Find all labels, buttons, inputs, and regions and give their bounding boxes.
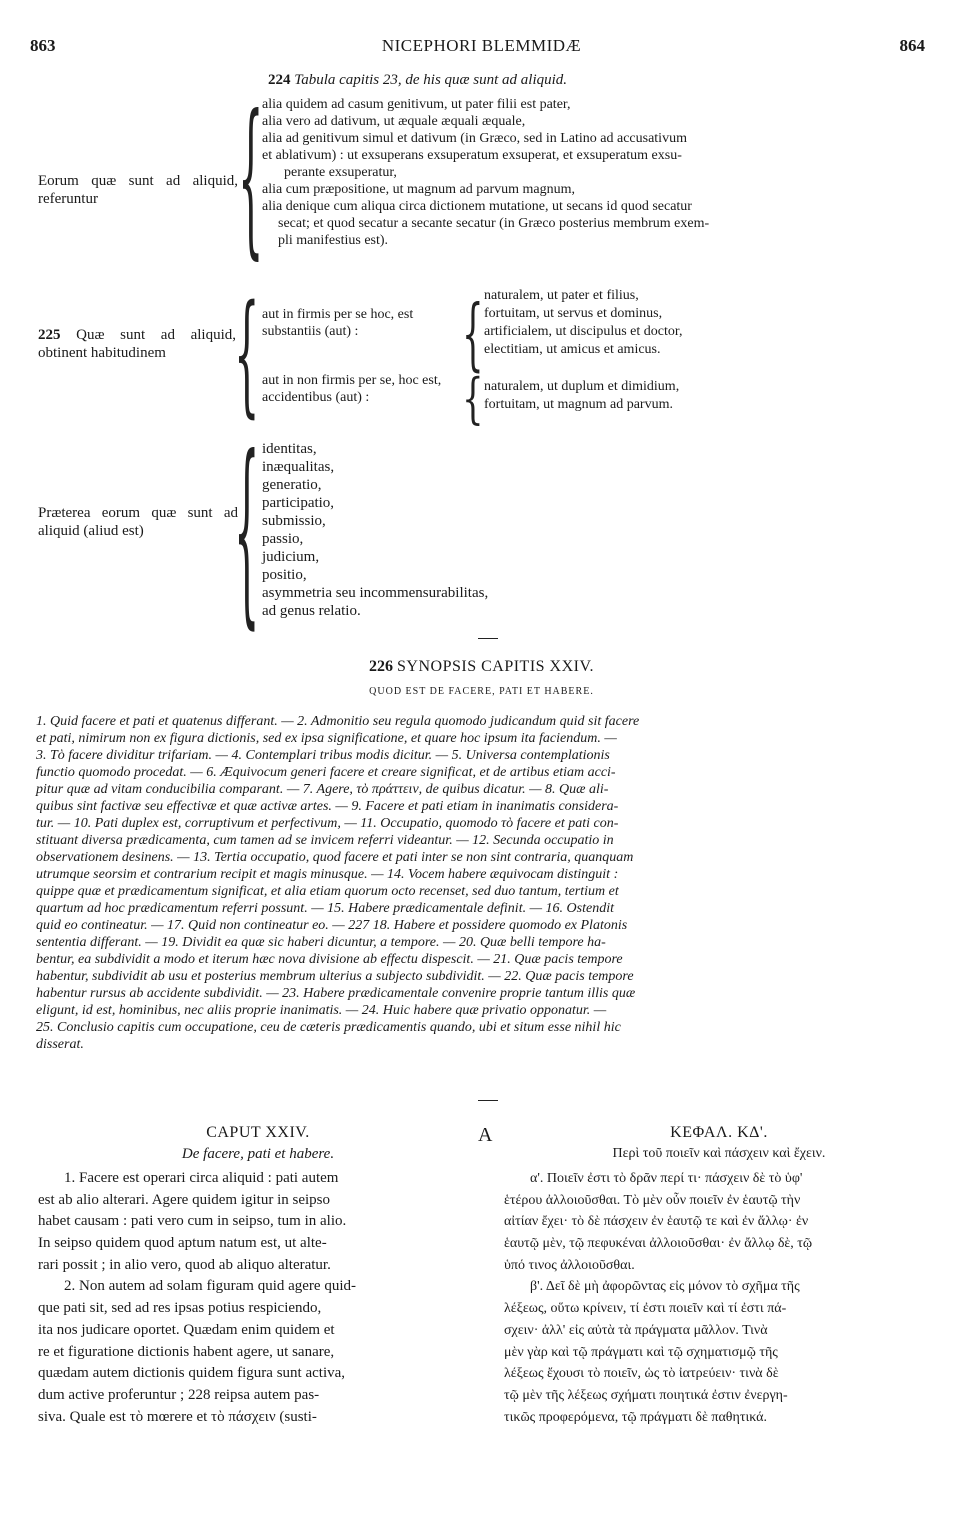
latin-line: 1. Facere est operari circa aliquid : pati autem (64, 1170, 339, 1186)
group1-line: alia denique cum aliqua circa dictionem mutatione, ut secans id quod secatur (262, 199, 692, 214)
greek-chapter-title: ΚΕΦΑΛ. ΚΔ'. (670, 1124, 768, 1141)
greek-line: ἑτέρου ἀλλοιοῦσθαι. Τὸ μὲν οὖν ποιεῖν ἐν ἑαυτῷ τὴν (504, 1192, 801, 1208)
synopsis-line: eligunt, id est, hominibus, nec aliis proprie inanimatis. — 24. Huic habere quæ privatio opponatur. — (36, 1003, 607, 1018)
group3-brace: { (234, 419, 260, 649)
sub1-item: artificialem, ut discipulus et doctor, (484, 324, 683, 339)
greek-line: αἰτίαν ἔχει· τὸ δὲ πάσχειν ἐν ἑαυτῷ τε καὶ ἐν ἄλλῳ· ἐν (504, 1214, 809, 1230)
synopsis-line: stituant diversa prædicamenta, cum tamen ad se invicem referri videantur. — 12. Secunda occupatio in (36, 833, 614, 848)
greek-line: σχειν· ἀλλ' εἰς αὐτὰ τὰ πράγματα μᾶλλον. Τινὰ (504, 1322, 768, 1338)
latin-line: re et figuratione dictionis habent agere, ut sanare, (38, 1343, 335, 1360)
synopsis-line: habentur rursus ab accidente subdividit. — 23. Habere prædicamentale convenire proprie tantum illis quæ (36, 986, 636, 1001)
group3-item: inæqualitas, (262, 459, 335, 475)
latin-line: ita nos judicare oportet. Quædam enim quidem et (38, 1321, 335, 1338)
greek-line: τικῶς προφερόμενα, τῷ πράγματι δὲ παθητικά. (504, 1409, 767, 1425)
group2-sub1-label: aut in firmis per se hoc, est substantiis (aut) : (262, 307, 414, 339)
latin-line: 2. Non autem ad solam figuram quid agere quid- (64, 1278, 357, 1295)
sub2-item: naturalem, ut duplum et dimidium, (484, 379, 680, 394)
synopsis-line: quibus sint factivæ seu effectivæ et quæ activæ artes. — 9. Facere et pati etiam in inanimatis considera- (36, 799, 619, 814)
group1-line: alia cum præpositione, ut magnum ad parvum magnum, (262, 182, 575, 197)
margin-letter: A (478, 1124, 493, 1146)
group3-item: asymmetria seu incommensurabilitas, (262, 585, 489, 601)
group1-line: alia ad genitivum simul et dativum (in Græco, sed in Latino ad accusativum (262, 131, 687, 146)
synopsis-line: tur. — 10. Pati duplex est, corruptivum et perfectivum, — 11. Occupatio, quomodo τὸ facere et pati con- (36, 816, 619, 831)
group3-item: submissio, (262, 513, 326, 529)
table-number: 224 (268, 72, 291, 88)
group3-item: ad genus relatio. (262, 603, 361, 619)
greek-line: μὲν γὰρ καὶ τῷ πράγματι καὶ τῷ σχηματισμῷ τῆς (504, 1344, 778, 1360)
group3-list (262, 440, 488, 620)
synopsis-line: habentur, subdividit ab usu et posterius membrum ulterius a subjecto subdividit. — 22. Quæ pacis tempore (36, 969, 634, 984)
latin-chapter-title: CAPUT XXIV. (206, 1124, 310, 1141)
greek-text (504, 1168, 812, 1428)
group2-number: 225 (38, 327, 61, 343)
left-page-number: 863 (30, 36, 56, 55)
synopsis-line: 3. Τὸ facere dividitur trifariam. — 4. Contemplari tribus modis dicitur. — 5. Universa contemplationis (36, 748, 610, 763)
group2-sub1-list (484, 287, 683, 359)
group1-line: secat; et quod secatur a secante secatur (in Græco posterius membrum exem- (278, 216, 710, 231)
greek-line: ἑαυτῷ μὲν, τῷ πεφυκέναι ἀλλοιοῦσθαι· ἐν ἄλλῳ δὲ, τῷ (504, 1236, 813, 1252)
greek-line: τῷ μὲν τῆς λέξεως σχήματι ποιητικά ἐστιν ἐνεργη- (504, 1387, 788, 1403)
section-divider (478, 638, 498, 639)
right-page-number: 864 (899, 36, 925, 55)
synopsis-line: quartum ad hoc prædicamentum referri possunt. — 15. Habere prædicamentale definit. — 16. Ostendit (36, 901, 614, 916)
group1-label: Eorum quæ sunt ad aliquid, referuntur (38, 173, 238, 207)
greek-line: α'. Ποιεῖν ἐστι τὸ δρᾶν περί τι· πάσχειν δὲ τὸ ὑφ' (530, 1171, 803, 1186)
sub1-item: fortuitam, ut servus et dominus, (484, 306, 663, 321)
latin-chapter-subtitle: De facere, pati et habere. (181, 1146, 335, 1162)
group1-line: alia vero ad dativum, ut æquale æquali æquale, (262, 114, 526, 129)
synopsis-text (36, 713, 639, 1053)
synopsis-line: quippe quæ et prædicamentum significat, et alia etiam quorum octo recenset, sed duo tantum, tertium et (36, 884, 619, 899)
group2-sub2-brace: { (462, 367, 484, 432)
group2-label: Quæ sunt ad aliquid, obtinent habitudinem (38, 327, 236, 361)
latin-text (38, 1168, 356, 1428)
latin-line: In seipso quidem quod aptum natum est, ut alte- (38, 1235, 327, 1252)
latin-line: quædam autem dictionis quidem figura sunt activa, (38, 1365, 346, 1382)
synopsis-line: sententia differant. — 19. Dividit ea quæ sic haberi dicuntur, a tempore. — 20. Quæ belli tempore ha- (36, 935, 606, 950)
synopsis-title: SYNOPSIS CAPITIS XXIV. (397, 658, 594, 675)
greek-line: β'. Δεῖ δὲ μὴ ἀφορῶντας εἰς μόνον τὸ σχῆμα τῆς (530, 1279, 800, 1295)
sub1-item: naturalem, ut pater et filius, (484, 288, 639, 303)
synopsis-line: disserat. (36, 1037, 84, 1052)
group3-item: generatio, (262, 477, 322, 493)
table-title-line (268, 72, 567, 89)
synopsis-title-line (0, 658, 963, 676)
group1-line: perante exsuperatur, (284, 165, 397, 180)
latin-line: siva. Quale est τὸ mœrere et τὸ πάσχειν (susti- (38, 1408, 317, 1425)
group2-sub2-label: aut in non firmis per se, hoc est, accidentibus (aut) : (262, 373, 442, 405)
latin-line: rari possit ; in alio vero, quod ab aliquo alteratur. (38, 1256, 331, 1273)
group1-brace: { (238, 83, 264, 277)
group3-item: participatio, (262, 495, 335, 511)
group3-item: positio, (262, 567, 307, 583)
sub1-item: electitiam, ut amicus et amicus. (484, 342, 661, 357)
greek-line: λέξεως, οὕτω κρίνειν, τί ἐστι ποιεῖν καὶ τί ἐστι πά- (504, 1301, 787, 1317)
table-title: Tabula capitis 23, de his quæ sunt ad aliquid. (294, 72, 568, 88)
group1-line: et ablativum) : ut exsuperans exsuperatum exsuperat, et exsuperatum exsu- (262, 148, 682, 163)
synopsis-line: 25. Conclusio capitis cum occupatione, ceu de cæteris prædicamentis quando, ubi et situm esse nihil hic (36, 1020, 621, 1035)
group2-sub2-list (484, 378, 679, 414)
synopsis-line: functio quomodo procedat. — 6. Æquivocum generi facere et creare significat, et de artibus etiam acci- (36, 765, 616, 780)
section-divider (478, 1100, 498, 1101)
latin-line: dum active proferuntur ; 228 reipsa autem pas- (38, 1386, 320, 1403)
group3-item: judicium, (262, 549, 320, 565)
synopsis-line: et pati, nimirum non ex figura dictionis, sed ex ipsa significatione, et quare hoc ipsum ita faciendum. — (36, 731, 617, 746)
group2-brace: { (234, 280, 260, 432)
group3-item: identitas, (262, 441, 317, 457)
synopsis-line: 1. Quid facere et pati et quatenus differant. — 2. Admonitio seu regula quomodo judicandum quid sit facere (36, 714, 640, 729)
greek-line: ὑπό τινος ἀλλοιοῦσθαι. (504, 1257, 635, 1273)
synopsis-line: utrumque seorsim et contrarium recipit et magis minusque. — 14. Vocem habere æquivocam distinguit : (36, 867, 619, 882)
synopsis-line: observationem desinens. — 13. Tertia occupatio, quod facere et pati inter se non sint contraria, quanquam (36, 850, 634, 865)
group1-line: alia quidem ad casum genitivum, ut pater filii est pater, (262, 97, 571, 112)
latin-line: est ab alio alterari. Agere quidem igitur in seipso (38, 1191, 331, 1208)
synopsis-line: quid eo contineatur. — 17. Quid non contineatur eo. — 227 18. Habere et possidere quomodo ex Platonis (36, 918, 628, 933)
greek-line: λέξεως ἔχουσι τὸ ποιεῖν, ὡς τὸ ἰατρεύειν· τινὰ δὲ (504, 1366, 779, 1382)
latin-line: habet causam : pati vero cum in seipso, tum in alio. (38, 1213, 347, 1230)
synopsis-subtitle: QUOD EST DE FACERE, PATI ET HABERE. (369, 686, 594, 697)
synopsis-number: 226 (369, 658, 394, 675)
greek-chapter-subtitle: Περὶ τοῦ ποιεῖν καὶ πάσχειν καὶ ἔχειν. (612, 1146, 826, 1161)
group2-label-block (38, 326, 236, 362)
synopsis-line: pitur quæ ad vitam conducibilia comparant. — 7. Agere, τὸ πράττειν, de quibus dicatur. — 8. Quæ ali- (36, 782, 609, 797)
group3-label: Præterea eorum quæ sunt ad aliquid (aliud est) (38, 505, 238, 539)
latin-line: que pati sit, sed ad res ipsas potius respiciendo, (38, 1300, 322, 1317)
group1-list (262, 96, 709, 249)
sub2-item: fortuitam, ut magnum ad parvum. (484, 397, 673, 412)
running-title: NICEPHORI BLEMMIDÆ (381, 36, 582, 55)
group1-line: pli manifestius est). (278, 233, 389, 248)
group3-item: passio, (262, 531, 304, 547)
synopsis-line: bentur, ea subdividit a modo et iterum hæc nova divisione ab effectu dispescit. — 21. Quæ pacis tempore (36, 952, 623, 967)
group2-sub1-brace: { (462, 289, 484, 382)
